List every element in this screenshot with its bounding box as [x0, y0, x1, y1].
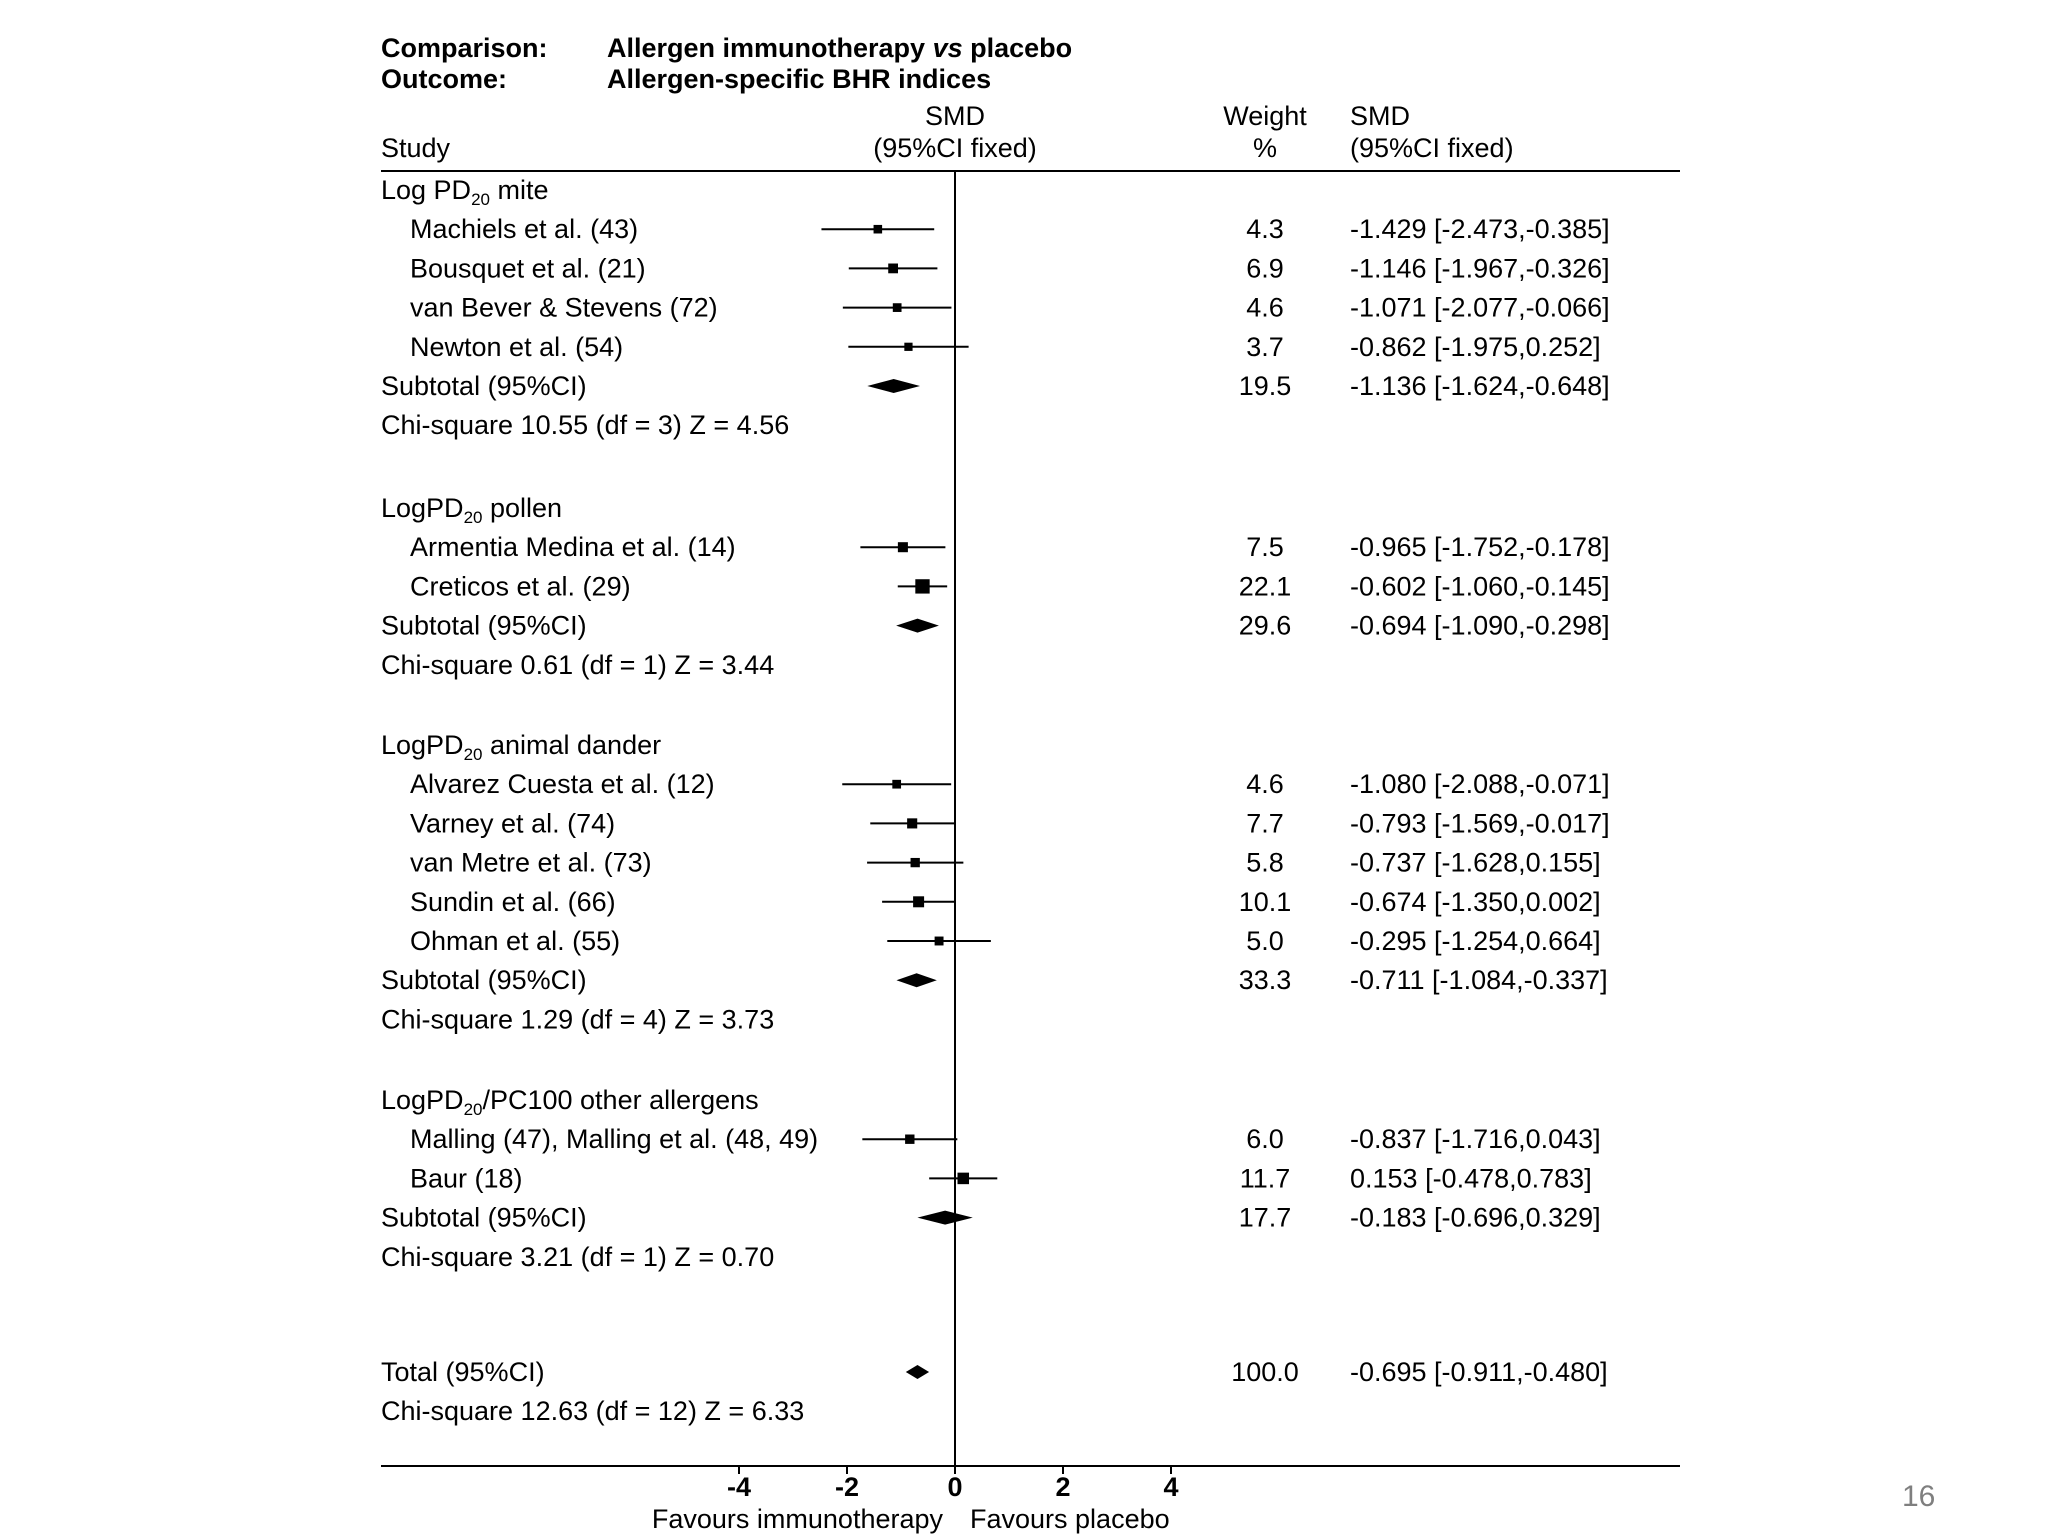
study-name: Varney et al. (74): [410, 808, 616, 839]
study-smd: -0.837 [-1.716,0.043]: [1350, 1124, 1601, 1155]
comparison-label: Comparison:: [381, 33, 548, 63]
study-weight: 5.8: [1246, 847, 1284, 878]
study-smd: -1.071 [-2.077,-0.066]: [1350, 292, 1610, 323]
x-tick-label: 4: [1163, 1472, 1179, 1502]
subtotal-smd: -0.694 [-1.090,-0.298]: [1350, 610, 1610, 641]
col-header-weight-pct: %: [1252, 133, 1278, 163]
group-stats: Chi-square 1.29 (df = 4) Z = 3.73: [381, 1004, 775, 1035]
study-weight: 4.3: [1246, 214, 1284, 245]
study-name: Creticos et al. (29): [410, 571, 631, 602]
subtotal-diamond: [867, 379, 920, 393]
subtotal-diamond: [896, 973, 936, 987]
group-title: LogPD$_{20}$ animal dander: [381, 730, 662, 764]
group-title: Log $PD_{20}$ mite: [381, 175, 549, 209]
group-stats: Chi-square 0.61 (df = 1) Z = 3.44: [381, 649, 775, 680]
group-stats: Chi-square 10.55 (df = 3) Z = 4.56: [381, 410, 790, 441]
x-label-right: Favours placebo: [970, 1504, 1170, 1534]
study-name: van Metre et al. (73): [410, 847, 652, 878]
point-estimate: [913, 896, 924, 907]
study-weight: 11.7: [1239, 1163, 1291, 1194]
study-smd: -1.080 [-2.088,-0.071]: [1350, 769, 1610, 800]
col-header-smd-plot: SMD: [925, 101, 985, 131]
point-estimate: [888, 264, 898, 274]
study-name: Baur (18): [410, 1163, 523, 1194]
point-estimate: [911, 858, 920, 867]
study-name: Sundin et al. (66): [410, 886, 616, 917]
col-header-weight: Weight: [1223, 101, 1307, 131]
subtotal-label: Subtotal (95%CI): [381, 965, 587, 996]
subtotal-weight: 19.5: [1238, 371, 1292, 401]
point-estimate: [905, 1135, 914, 1144]
study-weight: 3.7: [1246, 331, 1284, 362]
study-weight: 5.0: [1246, 926, 1284, 956]
study-smd: -0.862 [-1.975,0.252]: [1350, 331, 1601, 362]
point-estimate: [893, 303, 902, 312]
point-estimate: [898, 542, 908, 552]
outcome-value: Allergen-specific BHR indices: [607, 64, 992, 94]
group-stats: Chi-square 3.21 (df = 1) Z = 0.70: [381, 1241, 775, 1272]
study-weight: 4.6: [1246, 292, 1284, 323]
study-smd: -1.429 [-2.473,-0.385]: [1350, 214, 1610, 245]
study-smd: -0.737 [-1.628,0.155]: [1350, 847, 1601, 878]
subtotal-diamond: [917, 1211, 972, 1225]
subtotal-label: Subtotal (95%CI): [381, 610, 587, 641]
total-stats: Chi-square 12.63 (df = 12) Z = 6.33: [381, 1396, 805, 1426]
subtotal-weight: 17.7: [1238, 1202, 1292, 1233]
study-smd: -0.965 [-1.752,-0.178]: [1350, 532, 1610, 563]
point-estimate: [935, 937, 944, 946]
comparison-value: Allergen immunotherapy vs placebo: [607, 33, 1073, 63]
study-weight: 4.6: [1246, 769, 1284, 800]
x-tick-label: -2: [834, 1472, 860, 1502]
total-smd: -0.695 [-0.911,-0.480]: [1350, 1357, 1608, 1387]
study-name: Alvarez Cuesta et al. (12): [410, 769, 715, 800]
point-estimate: [915, 579, 929, 593]
group-title: LogPD$_{20}$/PC100 other allergens: [381, 1085, 759, 1119]
subtotal-smd: -0.711 [-1.084,-0.337]: [1350, 965, 1608, 996]
group-title: LogPD$_{20}$ pollen: [381, 493, 563, 527]
col-header-smd-plot-ci: (95%CI fixed): [873, 133, 1037, 163]
subtotal-label: Subtotal (95%CI): [381, 371, 587, 401]
study-smd: -1.146 [-1.967,-0.326]: [1350, 253, 1610, 284]
study-name: Armentia Medina et al. (14): [410, 532, 736, 563]
study-name: Machiels et al. (43): [410, 214, 639, 245]
subtotal-weight: 29.6: [1238, 610, 1292, 641]
point-estimate: [957, 1173, 969, 1185]
subtotal-label: Subtotal (95%CI): [381, 1202, 587, 1233]
study-name: Malling (47), Malling et al. (48, 49): [410, 1124, 819, 1155]
x-tick-label: -4: [726, 1472, 752, 1502]
subtotal-smd: -0.183 [-0.696,0.329]: [1350, 1202, 1601, 1233]
study-smd: -0.602 [-1.060,-0.145]: [1350, 571, 1610, 602]
study-name: Newton et al. (54): [410, 331, 624, 362]
study-weight: 6.9: [1246, 253, 1284, 284]
study-weight: 10.1: [1238, 886, 1292, 917]
total-weight: 100.0: [1231, 1357, 1299, 1387]
point-estimate: [904, 343, 912, 351]
study-name: Bousquet et al. (21): [410, 253, 646, 284]
total-diamond: [906, 1365, 929, 1379]
point-estimate: [892, 780, 901, 789]
point-estimate: [874, 225, 883, 234]
outcome-label: Outcome:: [381, 64, 508, 94]
study-weight: 6.0: [1246, 1124, 1284, 1155]
col-header-study: Study: [381, 133, 451, 163]
study-smd: 0.153 [-0.478,0.783]: [1350, 1163, 1592, 1194]
col-header-smd-ci: (95%CI fixed): [1350, 133, 1514, 163]
x-tick-label: 0: [947, 1472, 963, 1502]
col-header-smd: SMD: [1350, 101, 1410, 131]
study-name: Ohman et al. (55): [410, 926, 621, 956]
study-smd: -0.295 [-1.254,0.664]: [1350, 926, 1601, 956]
page-number: 16: [1902, 1480, 1936, 1513]
study-weight: 22.1: [1238, 571, 1292, 602]
study-smd: -0.793 [-1.569,-0.017]: [1350, 808, 1610, 839]
total-label: Total (95%CI): [381, 1357, 545, 1387]
subtotal-smd: -1.136 [-1.624,-0.648]: [1350, 371, 1610, 401]
subtotal-weight: 33.3: [1238, 965, 1292, 996]
point-estimate: [907, 818, 917, 828]
x-label-left: Favours immunotherapy: [651, 1504, 943, 1534]
study-smd: -0.674 [-1.350,0.002]: [1350, 886, 1601, 917]
study-weight: 7.7: [1246, 808, 1284, 839]
subtotal-diamond: [896, 619, 939, 633]
study-weight: 7.5: [1246, 532, 1284, 563]
x-tick-label: 2: [1055, 1472, 1071, 1502]
study-name: van Bever & Stevens (72): [410, 292, 718, 323]
